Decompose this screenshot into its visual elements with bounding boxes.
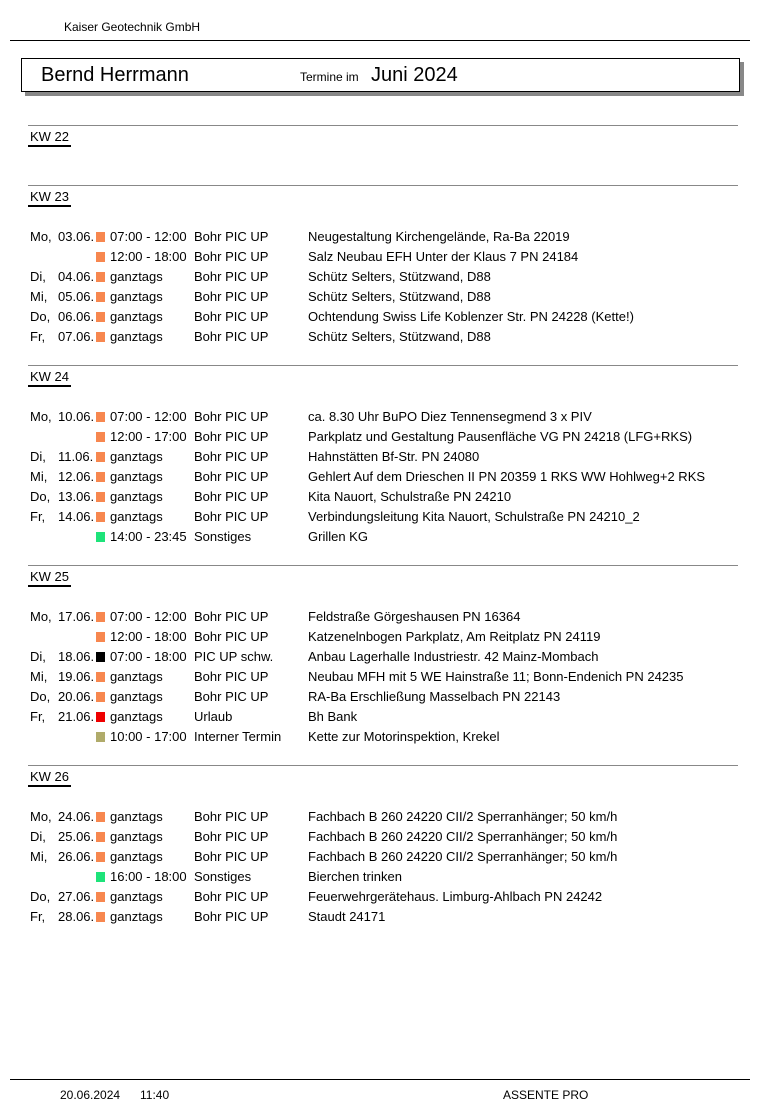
time-label: ganztags (110, 289, 163, 304)
appointment-row[interactable] (28, 689, 738, 709)
description-label: ca. 8.30 Uhr BuPO Diez Tennensegmend 3 x PIV (308, 409, 592, 424)
termine-label: Termine im (300, 70, 359, 84)
type-label: Bohr PIC UP (194, 889, 269, 904)
day-label: Do, (30, 489, 51, 504)
description-label: Salz Neubau EFH Unter der Klaus 7 PN 24184 (308, 249, 579, 264)
day-label: Mi, (30, 669, 48, 684)
description-label: Hahnstätten Bf-Str. PN 24080 (308, 449, 480, 464)
description-label: Schütz Selters, Stützwand, D88 (308, 289, 491, 304)
category-color-marker-icon (96, 892, 105, 902)
description-label: Neugestaltung Kirchengelände, Ra-Ba 22019 (308, 229, 570, 244)
type-label: Bohr PIC UP (194, 429, 269, 444)
type-label: Bohr PIC UP (194, 449, 269, 464)
appointment-row[interactable] (28, 669, 738, 689)
time-label: ganztags (110, 669, 163, 684)
week-label: KW 22 (28, 129, 71, 147)
day-label: Fr, (30, 329, 46, 344)
category-color-marker-icon (96, 732, 105, 742)
category-color-marker-icon (96, 292, 105, 302)
week-divider (28, 365, 738, 366)
week-section (28, 765, 738, 929)
type-label: Sonstiges (194, 869, 252, 884)
type-label: Urlaub (194, 709, 233, 724)
type-label: Bohr PIC UP (194, 689, 269, 704)
date-label: 20.06. (58, 689, 95, 704)
category-color-marker-icon (96, 272, 105, 282)
date-label: 24.06. (58, 809, 95, 824)
appointment-row[interactable] (28, 729, 738, 749)
appointment-list (28, 609, 738, 749)
week-label: KW 25 (28, 569, 71, 587)
day-label: Di, (30, 449, 46, 464)
type-label: Bohr PIC UP (194, 829, 269, 844)
type-label: Bohr PIC UP (194, 909, 269, 924)
date-label: 12.06. (58, 469, 95, 484)
appointment-row[interactable] (28, 609, 738, 629)
appointment-row[interactable] (28, 309, 738, 329)
type-label: PIC UP schw. (194, 649, 274, 664)
time-label: 10:00 - 17:00 (110, 729, 187, 744)
date-label: 17.06. (58, 609, 95, 624)
time-label: ganztags (110, 449, 163, 464)
category-color-marker-icon (96, 712, 105, 722)
category-color-marker-icon (96, 332, 105, 342)
time-label: ganztags (110, 489, 163, 504)
date-label: 04.06. (58, 269, 95, 284)
description-label: Grillen KG (308, 529, 368, 544)
description-label: Feldstraße Görgeshausen PN 16364 (308, 609, 521, 624)
type-label: Sonstiges (194, 529, 252, 544)
appointment-list (28, 409, 738, 549)
date-label: 14.06. (58, 509, 95, 524)
date-label: 07.06. (58, 329, 95, 344)
week-label: KW 23 (28, 189, 71, 207)
time-label: ganztags (110, 829, 163, 844)
type-label: Interner Termin (194, 729, 282, 744)
company-name: Kaiser Geotechnik GmbH (64, 20, 201, 34)
date-label: 11.06. (58, 449, 94, 464)
day-label: Mo, (30, 609, 52, 624)
category-color-marker-icon (96, 412, 105, 422)
appointment-row[interactable] (28, 289, 738, 309)
description-label: Fachbach B 260 24220 CII/2 Sperranhänger; 50 km/h (308, 829, 618, 844)
appointment-row[interactable] (28, 849, 738, 869)
appointment-row[interactable] (28, 229, 738, 249)
description-label: Fachbach B 260 24220 CII/2 Sperranhänger; 50 km/h (308, 849, 618, 864)
time-label: 12:00 - 18:00 (110, 629, 187, 644)
appointment-row[interactable] (28, 709, 738, 729)
category-color-marker-icon (96, 872, 105, 882)
description-label: Katzenelnbogen Parkplatz, Am Reitplatz PN 24119 (308, 629, 601, 644)
day-label: Di, (30, 269, 46, 284)
date-label: 25.06. (58, 829, 95, 844)
day-label: Di, (30, 829, 46, 844)
time-label: ganztags (110, 809, 163, 824)
description-label: Kita Nauort, Schulstraße PN 24210 (308, 489, 512, 504)
date-label: 05.06. (58, 289, 95, 304)
time-label: 16:00 - 18:00 (110, 869, 187, 884)
week-label: KW 24 (28, 369, 71, 387)
type-label: Bohr PIC UP (194, 269, 269, 284)
print-date: 20.06.2024 (60, 1088, 121, 1102)
appointment-row[interactable] (28, 449, 738, 469)
time-label: ganztags (110, 509, 163, 524)
week-section (28, 565, 738, 749)
description-label: Kette zur Motorinspektion, Krekel (308, 729, 500, 744)
date-label: 06.06. (58, 309, 95, 324)
appointment-row[interactable] (28, 249, 738, 269)
time-label: ganztags (110, 709, 163, 724)
category-color-marker-icon (96, 252, 105, 262)
day-label: Mo, (30, 229, 52, 244)
appointment-list (28, 809, 738, 929)
time-label: ganztags (110, 469, 163, 484)
title-box (21, 58, 740, 92)
category-color-marker-icon (96, 512, 105, 522)
description-label: Neubau MFH mit 5 WE Hainstraße 11; Bonn-Endenich PN 24235 (308, 669, 684, 684)
category-color-marker-icon (96, 232, 105, 242)
footer-divider (10, 1079, 750, 1080)
category-color-marker-icon (96, 432, 105, 442)
appointment-row[interactable] (28, 809, 738, 829)
person-name: Bernd Herrmann (41, 64, 189, 86)
appointment-row[interactable] (28, 909, 738, 929)
type-label: Bohr PIC UP (194, 289, 269, 304)
time-label: ganztags (110, 909, 163, 924)
category-color-marker-icon (96, 612, 105, 622)
time-label: 07:00 - 12:00 (110, 409, 187, 424)
day-label: Fr, (30, 509, 46, 524)
type-label: Bohr PIC UP (194, 249, 269, 264)
date-label: 03.06. (58, 229, 95, 244)
type-label: Bohr PIC UP (194, 309, 269, 324)
description-label: Schütz Selters, Stützwand, D88 (308, 269, 491, 284)
category-color-marker-icon (96, 532, 105, 542)
time-label: ganztags (110, 889, 163, 904)
category-color-marker-icon (96, 452, 105, 462)
appointment-row[interactable] (28, 429, 738, 449)
time-label: ganztags (110, 269, 163, 284)
date-label: 10.06. (58, 409, 95, 424)
date-label: 13.06. (58, 489, 95, 504)
week-divider (28, 125, 738, 126)
week-section (28, 365, 738, 549)
type-label: Bohr PIC UP (194, 469, 269, 484)
category-color-marker-icon (96, 912, 105, 922)
type-label: Bohr PIC UP (194, 489, 269, 504)
appointment-row[interactable] (28, 829, 738, 849)
category-color-marker-icon (96, 632, 105, 642)
category-color-marker-icon (96, 652, 105, 662)
category-color-marker-icon (96, 492, 105, 502)
description-label: Ochtendung Swiss Life Koblenzer Str. PN 24228 (Kette!) (308, 309, 634, 324)
appointment-row[interactable] (28, 489, 738, 509)
time-label: ganztags (110, 689, 163, 704)
print-time: 11:40 (140, 1088, 170, 1102)
appointment-row[interactable] (28, 629, 738, 649)
time-label: 07:00 - 12:00 (110, 229, 187, 244)
type-label: Bohr PIC UP (194, 849, 269, 864)
time-label: 07:00 - 12:00 (110, 609, 187, 624)
type-label: Bohr PIC UP (194, 509, 269, 524)
description-label: Gehlert Auf dem Drieschen II PN 20359 1 RKS WW Hohlweg+2 RKS (308, 469, 706, 484)
category-color-marker-icon (96, 672, 105, 682)
description-label: Schütz Selters, Stützwand, D88 (308, 329, 491, 344)
description-label: RA-Ba Erschließung Masselbach PN 22143 (308, 689, 561, 704)
day-label: Do, (30, 309, 51, 324)
week-section (28, 125, 738, 147)
date-label: 26.06. (58, 849, 95, 864)
time-label: ganztags (110, 309, 163, 324)
date-label: 28.06. (58, 909, 95, 924)
time-label: 12:00 - 18:00 (110, 249, 187, 264)
time-label: 14:00 - 23:45 (110, 529, 187, 544)
day-label: Fr, (30, 909, 46, 924)
day-label: Fr, (30, 709, 46, 724)
month-label: Juni 2024 (371, 64, 458, 86)
type-label: Bohr PIC UP (194, 409, 269, 424)
week-section (28, 185, 738, 349)
appointment-row[interactable] (28, 269, 738, 289)
day-label: Do, (30, 889, 51, 904)
day-label: Mo, (30, 409, 52, 424)
date-label: 18.06. (58, 649, 95, 664)
appointment-row[interactable] (28, 329, 738, 349)
category-color-marker-icon (96, 312, 105, 322)
description-label: Fachbach B 260 24220 CII/2 Sperranhänger; 50 km/h (308, 809, 618, 824)
appointment-row[interactable] (28, 409, 738, 429)
week-divider (28, 565, 738, 566)
date-label: 19.06. (58, 669, 95, 684)
day-label: Mi, (30, 289, 48, 304)
day-label: Mi, (30, 849, 48, 864)
category-color-marker-icon (96, 472, 105, 482)
date-label: 27.06. (58, 889, 95, 904)
time-label: ganztags (110, 329, 163, 344)
type-label: Bohr PIC UP (194, 229, 269, 244)
appointment-row[interactable] (28, 869, 738, 889)
time-label: 07:00 - 18:00 (110, 649, 187, 664)
description-label: Staudt 24171 (308, 909, 386, 924)
time-label: 12:00 - 17:00 (110, 429, 187, 444)
description-label: Anbau Lagerhalle Industriestr. 42 Mainz-Mombach (308, 649, 599, 664)
week-divider (28, 185, 738, 186)
week-label: KW 26 (28, 769, 71, 787)
appointment-row[interactable] (28, 509, 738, 529)
description-label: Bierchen trinken (308, 869, 402, 884)
day-label: Do, (30, 689, 51, 704)
date-label: 21.06. (58, 709, 95, 724)
header-divider (10, 40, 750, 41)
app-name: ASSENTE PRO (503, 1088, 589, 1102)
category-color-marker-icon (96, 692, 105, 702)
appointment-list (28, 229, 738, 349)
week-divider (28, 765, 738, 766)
time-label: ganztags (110, 849, 163, 864)
appointment-row[interactable] (28, 469, 738, 489)
day-label: Di, (30, 649, 46, 664)
type-label: Bohr PIC UP (194, 669, 269, 684)
appointment-row[interactable] (28, 529, 738, 549)
day-label: Mi, (30, 469, 48, 484)
type-label: Bohr PIC UP (194, 629, 269, 644)
description-label: Parkplatz und Gestaltung Pausenfläche VG PN 24218 (LFG+RKS) (308, 429, 693, 444)
description-label: Verbindungsleitung Kita Nauort, Schulstraße PN 24210_2 (308, 509, 640, 524)
category-color-marker-icon (96, 812, 105, 822)
type-label: Bohr PIC UP (194, 809, 269, 824)
description-label: Bh Bank (308, 709, 358, 724)
day-label: Mo, (30, 809, 52, 824)
appointment-row[interactable] (28, 889, 738, 909)
category-color-marker-icon (96, 852, 105, 862)
type-label: Bohr PIC UP (194, 609, 269, 624)
category-color-marker-icon (96, 832, 105, 842)
type-label: Bohr PIC UP (194, 329, 269, 344)
description-label: Feuerwehrgerätehaus. Limburg-Ahlbach PN 24242 (308, 889, 603, 904)
appointment-row[interactable] (28, 649, 738, 669)
